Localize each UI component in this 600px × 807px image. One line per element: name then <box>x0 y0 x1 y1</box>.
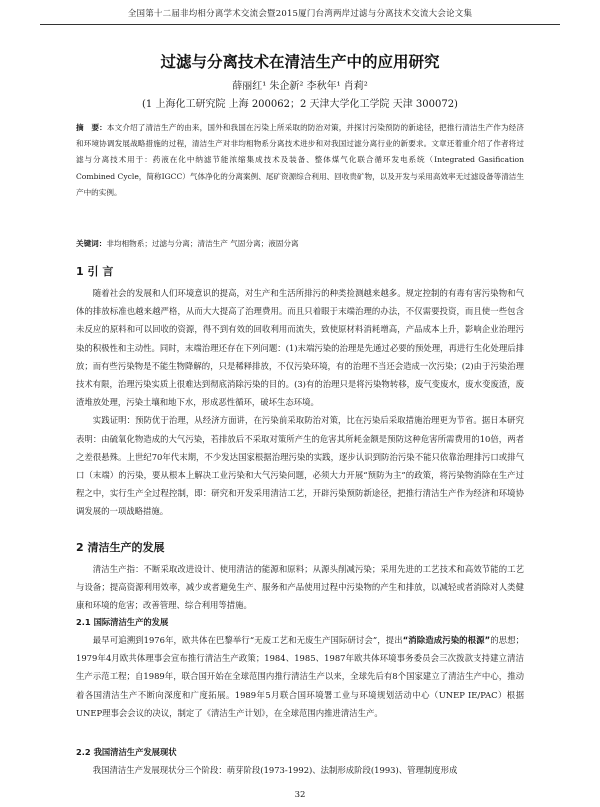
author-affiliation: (1 上海化工研究院 上海 200062；2 天津大学化工学院 天津 300072) <box>142 99 458 110</box>
author-list: 薛丽红¹ 朱企新² 李秋年¹ 肖莉² <box>232 81 368 92</box>
paragraph: 清洁生产指：不断采取改进设计、使用清洁的能源和原料；从源头削减污染；采用先进的工艺技术和高效节能的工艺与设备；提高资源利用效率，减少或者避免生产、服务和产品使用过程中污染物的产生和排放，以减轻或者消除对人类健康和环境的危害；改善管理、综合利用等措施。 <box>76 564 524 611</box>
section-heading-introduction: 1 引 言 <box>76 265 114 278</box>
development-intro <box>76 560 524 615</box>
running-head: 全国第十二届非均相分离学术交流会暨2015厦门台湾两岸过滤与分离技术交流大会论文集 <box>127 9 473 19</box>
paragraph: 随着社会的发展和人们环境意识的提高，对生产和生活所排污的种类捡测越来越多。规定控制的有毒有害污染物和气体的排放标准也越来越严格，从而大大提高了治理费用。而且只着眼于末端治理的办法，不仅需要投资，而且使一些包含未反应的原料和可以回收的资源，得不到有效的回收利用而流失，致使原材料消耗增高，产品成本上升，影响企业治理污染的积极性和主动性。同时，末端治理还存在下列问题：(1)末端污染的治理是先通过必要的预处理，再进行生化处理后排放；而有些污染物是不能生物降解的，只是稀释排放，不仅污染环境，有的治理不当还会造成一次污染；(2)由于污染治理技术有限，治理污染实质上很难达到彻底消除污染的目的。(3)有的治理只是将污染物转移，废气变废水，废水变废渣，废渣堆放处理，污染土壤和地下水，形成恶性循环，破坏生态环境。 <box>76 288 524 408</box>
abstract <box>76 120 524 201</box>
introduction-body <box>76 284 524 521</box>
paragraph: 实践证明：预防优于治理，从经济方面讲，在污染前采取防治对策，比在污染后采取措施治理更为节省。据日本研究表明：由硫氧化物造成的大气污染，若排放后不采取对策所产生的危害其所耗金额是预防这种危害所需费用的10倍，两者之差很悬殊。上世纪70年代末期，不少发达国家根据治理污染的实践，逐步认识到防治污染不能只依靠治理排污口或排气口（末端）的污染，要从根本上解决工业污染和大气污染问题，必须大力开展“预防为主”的政策，将污染物消除在生产过程之中，实行生产全过程控制，即：研究和开发采用清洁工艺，开辟污染预防新途径，把推行清洁生产作为经济和环境协调发展的一项战略措施。 <box>76 415 524 517</box>
abstract-text: 本文介绍了清洁生产的由来，国外和我国在污染上所采取的防治对策，并探讨污染预防的新途径，把推行清洁生产作为经济和环境协调发展战略措施的过程，清洁生产对非均相物系分离技术进步和对我国过滤分离行业的新要求。文章还着重介绍了作者将过滤与分离技术用于：药液在化中纳滤节能浓缩集成技术及装备、整体煤气化联合循环发电系统（Integrated Gasification Combined Cycle，简称IGCC）气体净化的分离案例、尾矿资源综合利用、回收贵矿物，以及开发与采用高效率无过滤设备等清洁生产中的实例。 <box>76 123 524 197</box>
paragraph <box>76 631 524 722</box>
paragraph: 我国清洁生产发展现状分三个阶段：萌芽阶段(1973-1992)、法制形成阶段(1993)、管理制度形成 <box>92 765 458 775</box>
paper-title: 过滤与分离技术在清洁生产中的应用研究 <box>160 53 440 71</box>
keywords-text: 非均相物系；过滤与分离；清洁生产 气固分离；液固分离 <box>106 239 299 248</box>
subsection-heading-international: 2.1 国际清洁生产的发展 <box>76 617 169 627</box>
page-number: 32 <box>294 790 306 800</box>
header-rule <box>40 24 560 25</box>
keywords <box>76 236 524 252</box>
international-body <box>76 631 524 722</box>
subsection-heading-china: 2.2 我国清洁生产发展现状 <box>76 747 177 757</box>
china-body <box>76 761 524 779</box>
emphasis-text: “消除造成污染的根源” <box>402 635 491 645</box>
abstract-label: 摘 要： <box>76 123 107 132</box>
keywords-label: 关键词： <box>76 239 107 248</box>
text-run: 最早可追溯到1976年，欧共体在巴黎举行“无废工艺和无废生产国际研讨会”，提出 <box>92 635 403 645</box>
text-run: 的思想；1979年4月欧共体理事会宣布推行清洁生产政策；1984、1985、1987年欧共体环境事务委员会三次拨款支持建立清洁生产示范工程；自1989年，联合国开始在全球范围内推行清洁生产以来，全球先后有8个国家建立了清洁生产中心，推动着各国清洁生产不断向深度和广度拓展。1989年5月联合国环境署工业与环境规划活动中心（UNEP IE/PAC）根据UNEP理事会会议的决议，制定了《清洁生产计划》，在全球范围内推进清洁生产。 <box>76 635 525 718</box>
section-heading-development: 2 清洁生产的发展 <box>76 541 165 554</box>
